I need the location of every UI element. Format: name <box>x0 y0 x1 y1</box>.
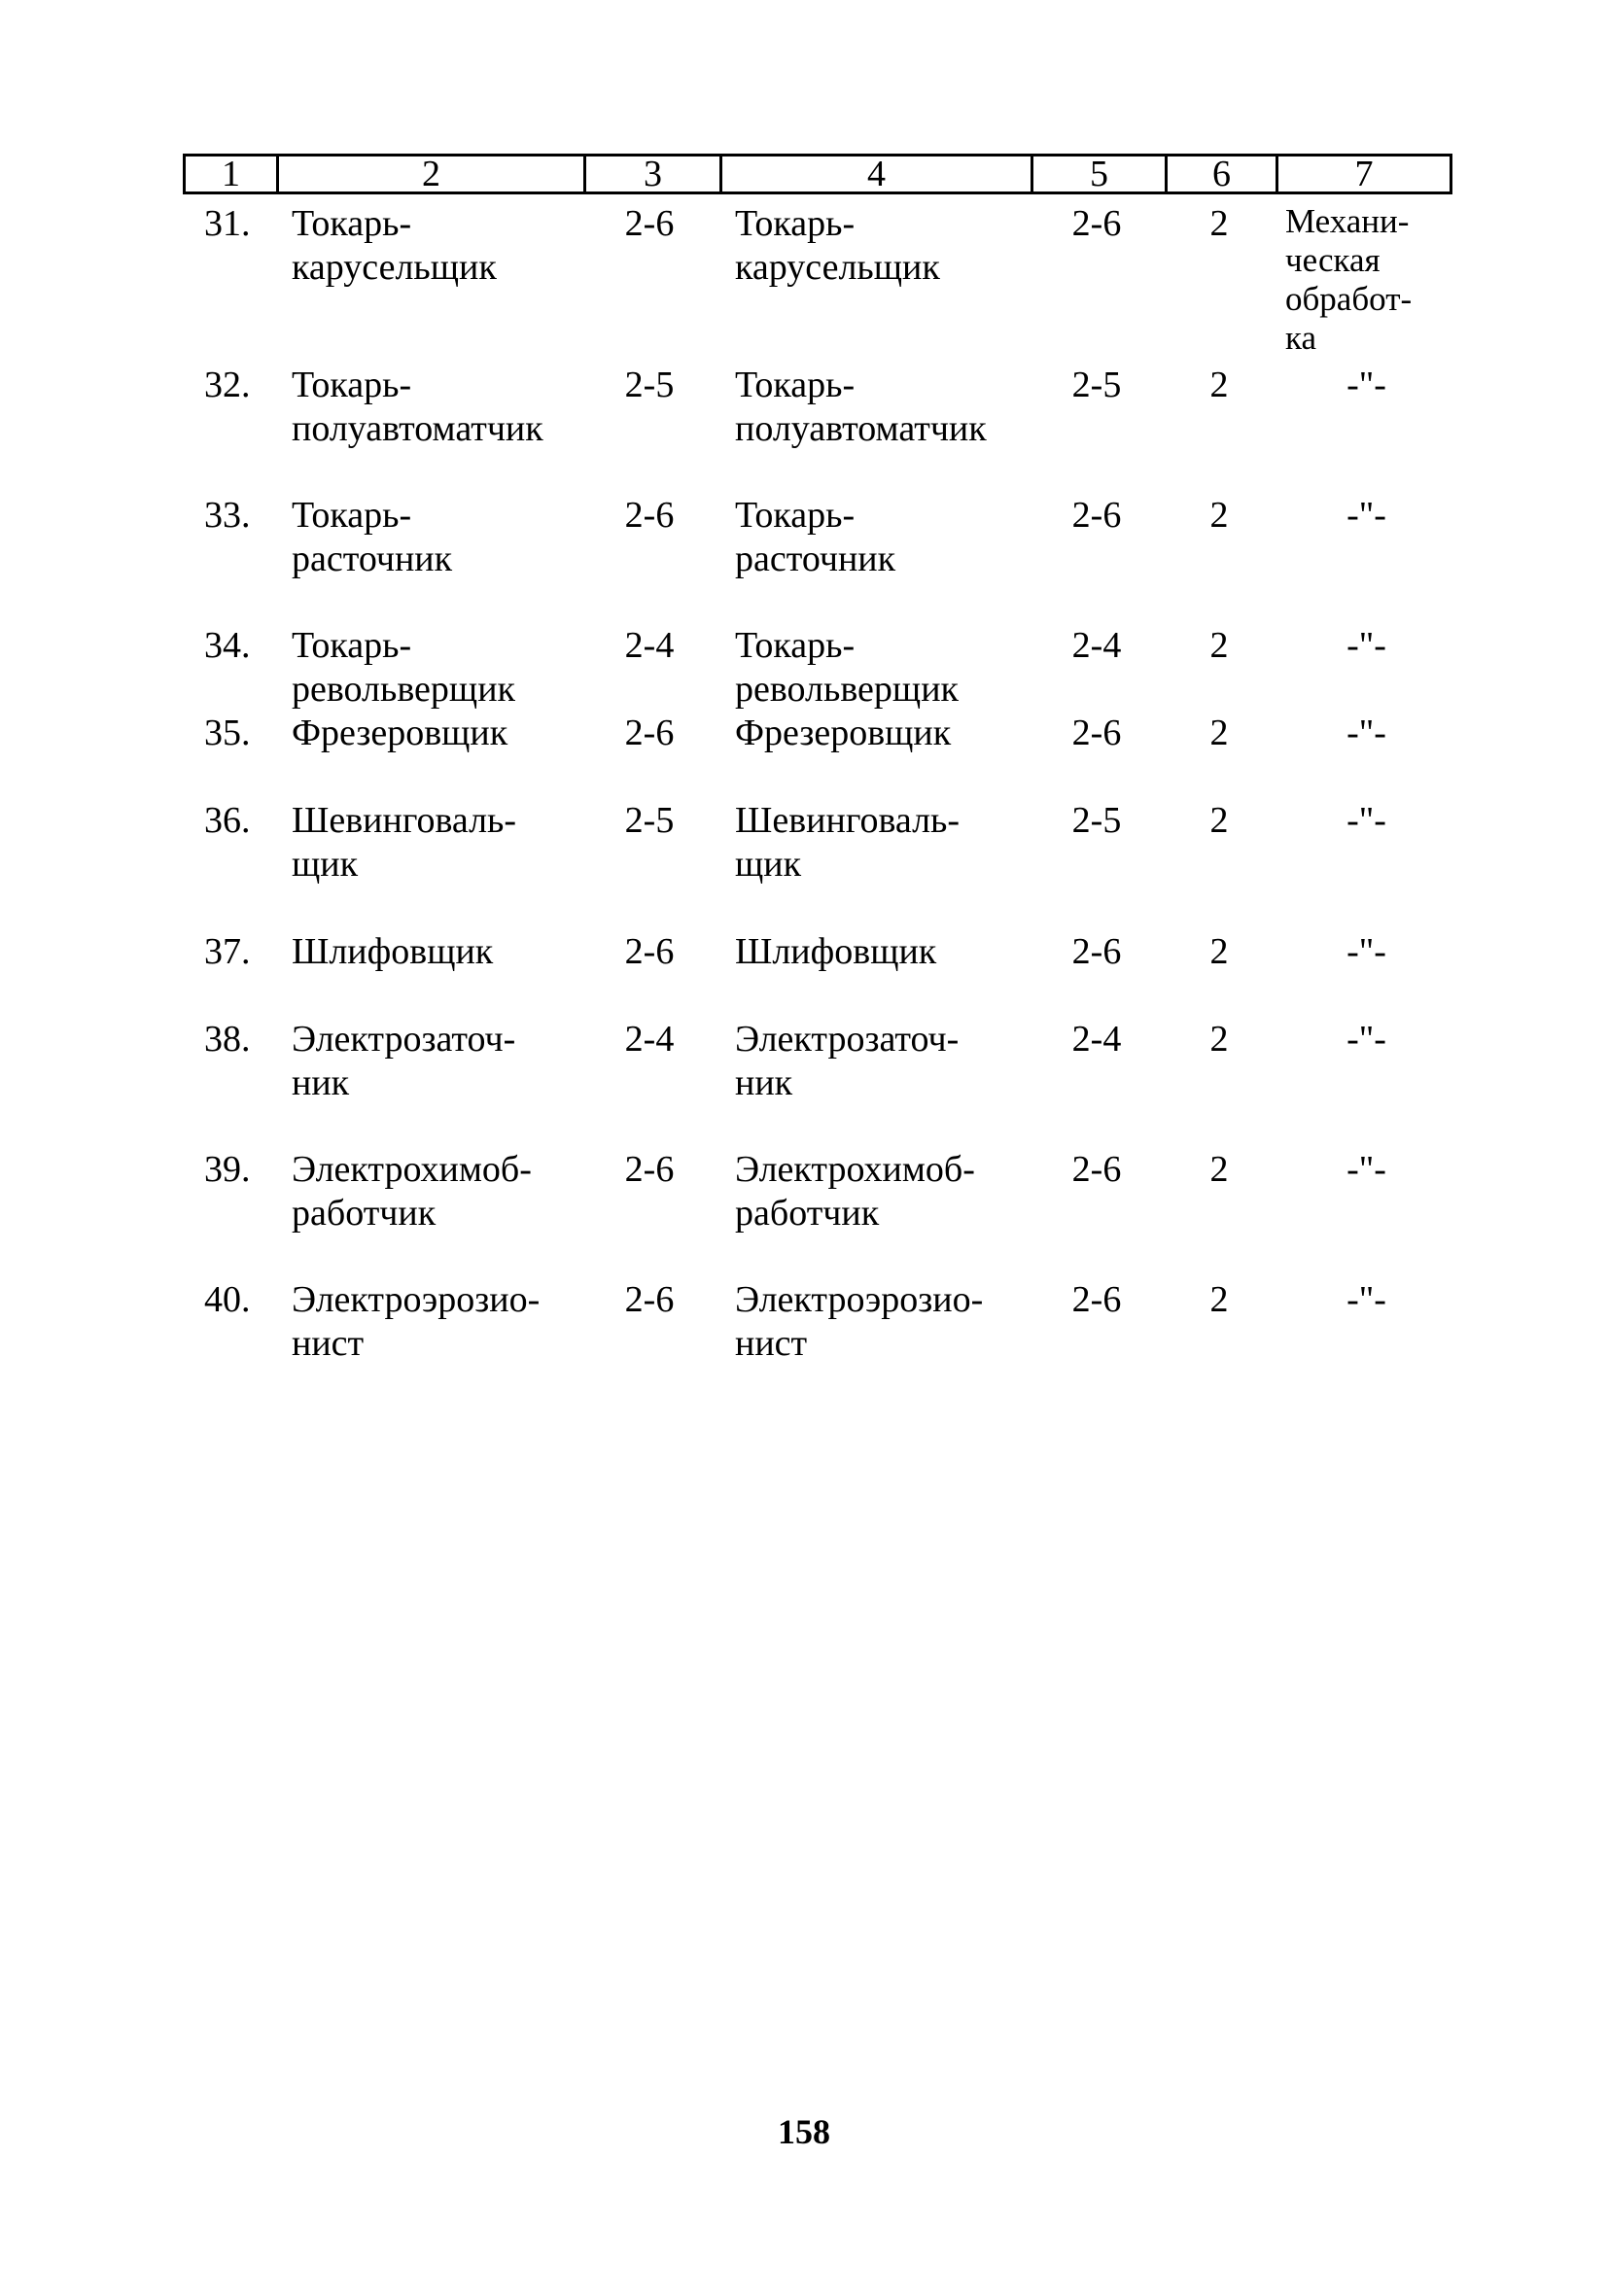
grade-range: 2-6 <box>624 931 675 972</box>
grade-range: 2-5 <box>624 800 675 841</box>
profession-name-2-line: Электрохимоб- <box>735 1149 975 1190</box>
category-value: 2 <box>1209 1279 1229 1320</box>
profession-name <box>292 364 593 451</box>
row-number: 36. <box>204 800 251 841</box>
work-area-line: -"- <box>1346 495 1386 536</box>
profession-name-2 <box>735 624 1027 712</box>
profession-name-2 <box>735 202 1027 290</box>
row-number: 37. <box>204 931 251 972</box>
category-value: 2 <box>1209 203 1229 244</box>
profession-name <box>292 799 593 887</box>
work-area-line: -"- <box>1346 1149 1386 1190</box>
column-header-table <box>183 154 1452 194</box>
profession-name-line: Электрохимоб- <box>292 1149 532 1190</box>
row-number: 40. <box>204 1279 251 1320</box>
profession-name-line: Шевинговаль- <box>292 800 517 841</box>
profession-name-2 <box>735 930 1027 974</box>
profession-name-2-line: нист <box>735 1323 808 1364</box>
grade-range: 2-4 <box>624 1019 675 1060</box>
work-area-line: Механи- <box>1285 202 1410 240</box>
grade-range-2: 2-6 <box>1071 713 1122 753</box>
profession-name-2-line: Токарь- <box>735 495 856 536</box>
profession-name-2-line: работчик <box>735 1193 880 1234</box>
grade-range: 2-6 <box>624 1279 675 1320</box>
column-header-3: 3 <box>585 156 721 193</box>
column-header-2: 2 <box>278 156 585 193</box>
profession-name-line: Фрезеровщик <box>292 713 508 753</box>
grade-range-2: 2-4 <box>1071 1019 1122 1060</box>
profession-name <box>292 930 593 974</box>
row-number: 39. <box>204 1149 251 1190</box>
profession-name-2-line: расточник <box>735 539 896 579</box>
profession-name-2-line: Электроэрозио- <box>735 1279 984 1320</box>
profession-name-2-line: револьверщик <box>735 669 959 710</box>
work-area-line: обработ- <box>1285 280 1413 318</box>
column-header-1: 1 <box>185 156 278 193</box>
column-header-5: 5 <box>1032 156 1167 193</box>
profession-name-2-line: Шлифовщик <box>735 931 937 972</box>
profession-name-2-line: Токарь- <box>735 365 856 405</box>
work-area <box>1281 1278 1451 1322</box>
profession-name-2 <box>735 1018 1027 1105</box>
column-header-row <box>185 156 1451 193</box>
profession-name-2 <box>735 712 1027 755</box>
work-area <box>1281 1148 1451 1192</box>
grade-range-2: 2-5 <box>1071 365 1122 405</box>
work-area-line: ка <box>1285 319 1317 357</box>
grade-range-2: 2-6 <box>1071 203 1122 244</box>
profession-name-line: работчик <box>292 1193 437 1234</box>
profession-name-line: Токарь- <box>292 625 412 666</box>
profession-name-2-line: Фрезеровщик <box>735 713 952 753</box>
category-value: 2 <box>1209 365 1229 405</box>
profession-name <box>292 1018 593 1105</box>
profession-name-2 <box>735 799 1027 887</box>
category-value: 2 <box>1209 625 1229 666</box>
profession-name <box>292 1278 593 1366</box>
row-number: 31. <box>204 203 251 244</box>
row-number: 33. <box>204 495 251 536</box>
grade-range-2: 2-6 <box>1071 1279 1122 1320</box>
category-value: 2 <box>1209 495 1229 536</box>
grade-range: 2-6 <box>624 495 675 536</box>
grade-range: 2-6 <box>624 1149 675 1190</box>
profession-name-2-line: щик <box>735 844 802 885</box>
grade-range-2: 2-6 <box>1071 931 1122 972</box>
work-area-line: -"- <box>1346 625 1386 666</box>
work-area-line: -"- <box>1346 1019 1386 1060</box>
profession-name-2-line: Токарь- <box>735 625 856 666</box>
grade-range-2: 2-6 <box>1071 1149 1122 1190</box>
profession-name-line: Электроэрозио- <box>292 1279 541 1320</box>
category-value: 2 <box>1209 931 1229 972</box>
profession-name-line: расточник <box>292 539 453 579</box>
category-value: 2 <box>1209 1019 1229 1060</box>
work-area-line: -"- <box>1346 365 1386 405</box>
profession-name-2-line: полуавтоматчик <box>735 408 987 449</box>
profession-name-line: нист <box>292 1323 365 1364</box>
work-area-line: -"- <box>1346 713 1386 753</box>
work-area <box>1281 799 1451 843</box>
profession-name <box>292 202 593 290</box>
grade-range: 2-4 <box>624 625 675 666</box>
work-area <box>1281 930 1451 974</box>
work-area <box>1281 494 1451 538</box>
profession-name-line: Токарь- <box>292 365 412 405</box>
profession-name-2-line: ник <box>735 1062 793 1103</box>
grade-range-2: 2-4 <box>1071 625 1122 666</box>
category-value: 2 <box>1209 713 1229 753</box>
profession-name-2 <box>735 494 1027 581</box>
row-number: 32. <box>204 365 251 405</box>
profession-name-2-line: карусельщик <box>735 247 940 288</box>
profession-name-2 <box>735 1278 1027 1366</box>
profession-name-line: щик <box>292 844 359 885</box>
grade-range: 2-6 <box>624 713 675 753</box>
profession-name-2 <box>735 1148 1027 1235</box>
category-value: 2 <box>1209 1149 1229 1190</box>
profession-name-line: Шлифовщик <box>292 931 494 972</box>
work-area-line: -"- <box>1346 1279 1386 1320</box>
work-area <box>1281 624 1451 668</box>
work-area <box>1285 202 1455 358</box>
grade-range: 2-6 <box>624 203 675 244</box>
profession-name-line: ник <box>292 1062 350 1103</box>
work-area-line: -"- <box>1346 800 1386 841</box>
profession-name-line: револьверщик <box>292 669 515 710</box>
work-area <box>1281 712 1451 755</box>
profession-name-2-line: Шевинговаль- <box>735 800 961 841</box>
row-number: 38. <box>204 1019 251 1060</box>
column-header-4: 4 <box>721 156 1032 193</box>
profession-name-2-line: Электрозаточ- <box>735 1019 960 1060</box>
profession-name-line: Токарь- <box>292 203 412 244</box>
profession-name-2 <box>735 364 1027 451</box>
work-area-line: ческая <box>1285 241 1381 279</box>
page-number: 158 <box>778 2112 830 2151</box>
work-area <box>1281 364 1451 407</box>
profession-name <box>292 494 593 581</box>
profession-name <box>292 712 593 755</box>
profession-name-line: Токарь- <box>292 495 412 536</box>
row-number: 35. <box>204 713 251 753</box>
column-header-7: 7 <box>1277 156 1451 193</box>
row-number: 34. <box>204 625 251 666</box>
column-header-6: 6 <box>1167 156 1277 193</box>
profession-name-line: карусельщик <box>292 247 497 288</box>
grade-range: 2-5 <box>624 365 675 405</box>
profession-name-line: полуавтоматчик <box>292 408 543 449</box>
profession-name <box>292 1148 593 1235</box>
work-area <box>1281 1018 1451 1061</box>
profession-name-line: Электрозаточ- <box>292 1019 516 1060</box>
work-area-line: -"- <box>1346 931 1386 972</box>
grade-range-2: 2-6 <box>1071 495 1122 536</box>
profession-name-2-line: Токарь- <box>735 203 856 244</box>
category-value: 2 <box>1209 800 1229 841</box>
profession-name <box>292 624 593 712</box>
grade-range-2: 2-5 <box>1071 800 1122 841</box>
